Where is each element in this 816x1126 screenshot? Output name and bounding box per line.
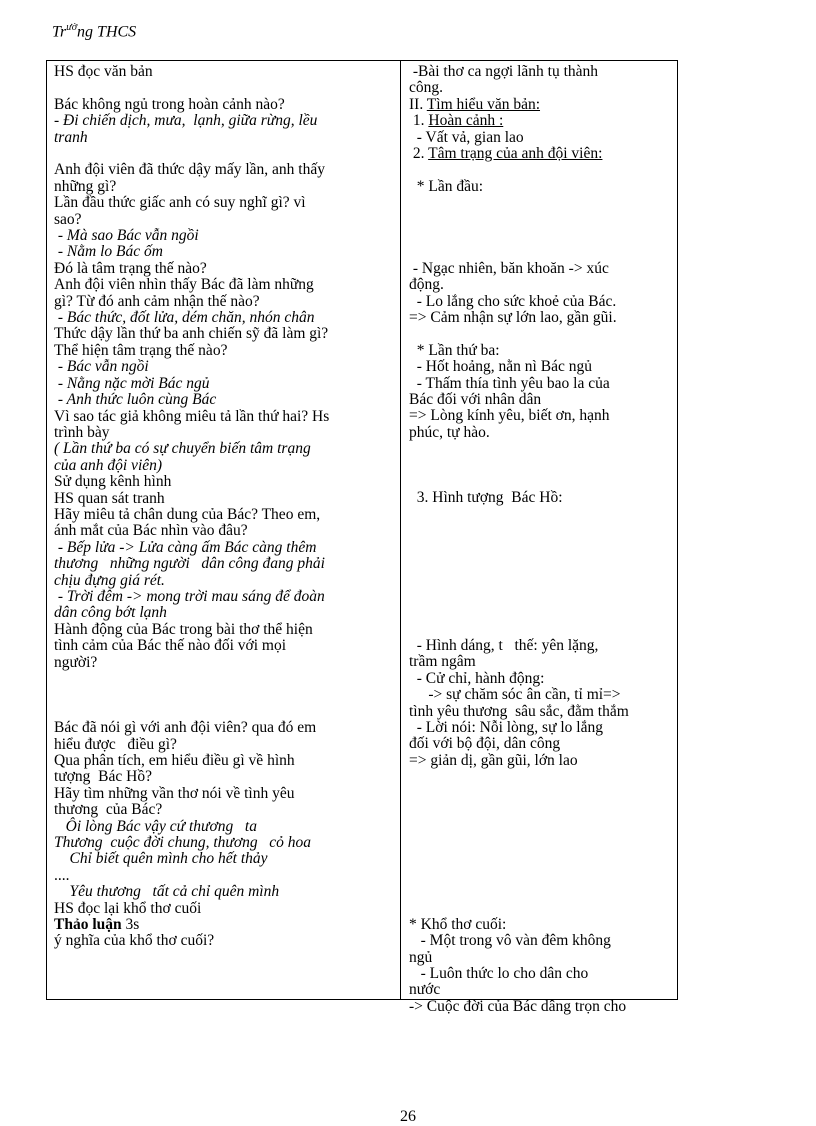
left-line: - Nằm lo Bác ốm — [54, 243, 163, 261]
left-line: Hành động của Bác trong bài thơ thể hiện — [54, 620, 313, 638]
right-line — [409, 589, 673, 605]
left-line: Thương cuộc đời chung, thương cỏ hoa — [54, 834, 311, 852]
right-line — [409, 786, 673, 802]
lesson-table — [46, 60, 678, 1015]
left-line: Lần đầu thức giấc anh có suy nghĩ gì? vì — [54, 194, 306, 212]
right-line — [409, 195, 673, 211]
left-line: thương của Bác? — [54, 801, 163, 819]
content-column — [401, 61, 677, 1015]
left-line: hiểu được điều gì? — [54, 735, 177, 753]
left-line — [54, 146, 394, 162]
left-line: Bác đã nói gì với anh đội viên? qua đó em — [54, 719, 317, 737]
right-line: - Thấm thía tình yêu bao la của — [409, 374, 610, 392]
left-line: trình bày — [54, 423, 110, 441]
right-line — [409, 458, 673, 474]
page-number: 26 — [400, 1108, 416, 1125]
left-line: Thức dậy lần thứ ba anh chiến sỹ đã làm gì? — [54, 325, 329, 343]
right-line: tình yêu thương sâu sắc, đằm thắm — [409, 702, 629, 720]
right-line: Bác đối với nhân dân — [409, 391, 542, 409]
right-line — [409, 605, 673, 621]
left-line: Anh đội viên đã thức dậy mấy lần, anh thấy — [54, 161, 325, 179]
right-line: - Một trong vô vàn đêm không — [409, 932, 611, 950]
right-line — [409, 868, 673, 884]
left-line: ý nghĩa của khổ thơ cuối? — [54, 932, 215, 950]
right-line: - Lời nói: Nỗi lòng, sự lo lắng — [409, 718, 603, 736]
left-line: Thể hiện tâm trạng thế nào? — [54, 341, 228, 359]
left-line: - Anh thức luôn cùng Bác — [54, 391, 217, 409]
heading-number: 1. — [409, 112, 429, 130]
left-line: - Bác thức, đốt lửa, dém chăn, nhón chân — [54, 309, 315, 327]
right-line: nước — [409, 981, 441, 999]
right-line — [409, 244, 673, 260]
page-header — [52, 22, 136, 41]
left-line: những gì? — [54, 177, 117, 195]
right-line — [409, 556, 673, 572]
right-line — [409, 212, 673, 228]
right-line — [409, 572, 673, 588]
activities-column — [47, 61, 401, 999]
left-line: Hãy miêu tả chân dung của Bác? Theo em, — [54, 505, 321, 523]
section-heading: Tìm hiểu văn bản: — [426, 95, 541, 113]
left-line — [54, 917, 394, 933]
left-line — [54, 687, 394, 703]
right-line: - Hình dáng, t thế: yên lặng, — [409, 636, 599, 654]
right-line — [409, 228, 673, 244]
left-line: - Mà sao Bác vẫn ngồi — [54, 227, 199, 245]
header-text-end: ng THCS — [77, 23, 137, 41]
left-line: dân công bớt lạnh — [54, 604, 167, 622]
left-line: - Trời đêm -> mong trời mau sáng để đoàn — [54, 587, 325, 605]
right-line — [409, 474, 673, 490]
left-line: Anh đội viên nhìn thấy Bác đã làm những — [54, 276, 314, 294]
right-line — [409, 523, 673, 539]
left-line: Vì sao tác giả không miêu tả lần thứ hai? Hs — [54, 407, 330, 425]
right-line — [409, 146, 673, 162]
header-text-start: Tr — [52, 23, 67, 41]
left-line: gì? Từ đó anh cảm nhận thế nào? — [54, 292, 260, 310]
left-line: Qua phân tích, em hiểu điều gì về hình — [54, 751, 295, 769]
left-line: Ôi lòng Bác vậy cứ thương ta — [54, 817, 257, 835]
right-line: - Lo lắng cho sức khoẻ của Bác. — [409, 292, 617, 310]
right-line — [409, 622, 673, 638]
right-line — [409, 769, 673, 785]
left-line: - Đi chiến dịch, mưa, lạnh, giữa rừng, lều — [54, 112, 318, 130]
left-line: tình cảm của Bác thế nào đối với mọi — [54, 637, 287, 655]
right-line — [409, 835, 673, 851]
left-line: - Bác vẫn ngồi — [54, 358, 149, 376]
right-line — [409, 113, 673, 129]
left-line: - Nằng nặc mời Bác ngủ — [54, 374, 210, 392]
left-line: ( Lần thứ ba có sự chuyển biến tâm trạng — [54, 440, 311, 458]
left-line: Sử dụng kênh hình — [54, 473, 172, 491]
right-line — [409, 900, 673, 916]
right-line: - Cử chỉ, hành động: — [409, 669, 545, 687]
right-line: -Bài thơ ca ngợi lãnh tụ thành — [409, 63, 599, 80]
right-line: - Luôn thức lo cho dân cho — [409, 964, 589, 982]
right-line: trầm ngâm — [409, 653, 476, 671]
left-line: tượng Bác Hồ? — [54, 768, 152, 786]
right-line: - Ngạc nhiên, băn khoăn -> xúc — [409, 259, 609, 277]
right-line — [409, 884, 673, 900]
right-line: -> sự chăm sóc ân cần, tỉ mỉ=> — [409, 686, 621, 704]
left-line: người? — [54, 653, 98, 671]
right-line — [409, 818, 673, 834]
left-line: Bác không ngủ trong hoàn cảnh nào? — [54, 95, 285, 113]
left-line — [54, 80, 394, 96]
right-line: 3. Hình tượng Bác Hồ: — [409, 489, 563, 507]
right-line: công. — [409, 79, 444, 97]
left-line: tranh — [54, 128, 88, 146]
left-line: Yêu thương tất cả chỉ quên mình — [54, 883, 280, 901]
right-line: - Hốt hoảng, nằn nì Bác ngủ — [409, 358, 592, 376]
left-line — [54, 704, 394, 720]
right-line: => giản dị, gần gũi, lớn lao — [409, 751, 578, 769]
right-line: ngủ — [409, 948, 433, 966]
label-rest: 3s — [121, 916, 140, 934]
right-line — [409, 540, 673, 556]
right-line: phúc, tự hào. — [409, 423, 490, 441]
right-line: * Lần thứ ba: — [409, 341, 500, 359]
left-line: thương những người dân công đang phải — [54, 555, 325, 573]
right-line — [409, 326, 673, 342]
left-line: chịu đựng giá rét. — [54, 571, 165, 589]
right-line — [409, 441, 673, 457]
right-line: * Lần đầu: — [409, 177, 484, 195]
right-line — [409, 162, 673, 178]
left-line: HS quan sát tranh — [54, 489, 165, 507]
right-line — [409, 507, 673, 523]
right-line — [409, 97, 673, 113]
right-line: -> Cuộc đời của Bác dâng trọn cho — [409, 997, 627, 1015]
left-line — [54, 671, 394, 687]
right-line — [409, 802, 673, 818]
left-line: ánh mắt của Bác nhìn vào đâu? — [54, 522, 248, 540]
heading-number: II. — [409, 95, 427, 113]
right-line: => Lòng kính yêu, biết ơn, hạnh — [409, 407, 610, 425]
right-line — [409, 851, 673, 867]
left-line: của anh đội viên) — [54, 456, 163, 474]
right-line: - Vất vả, gian lao — [409, 128, 524, 146]
heading-number: 2. — [409, 145, 429, 163]
right-line: * Khổ thơ cuối: — [409, 915, 507, 933]
section-heading: Tâm trạng của anh đội viên: — [428, 145, 603, 163]
left-line: Đó là tâm trạng thế nào? — [54, 259, 207, 277]
right-line: đối với bộ đội, dân công — [409, 735, 561, 753]
left-line: Chỉ biết quên mình cho hết thảy — [54, 850, 268, 868]
bold-label: Thảo luận — [54, 916, 122, 934]
header-text-superscript: ườ — [66, 22, 78, 33]
left-line: Hãy tìm những vần thơ nói về tình yêu — [54, 784, 295, 802]
left-line: sao? — [54, 210, 82, 228]
left-line: HS đọc văn bản — [54, 63, 153, 80]
left-line: HS đọc lại khổ thơ cuối — [54, 899, 202, 917]
left-line: - Bếp lửa -> Lửa càng ấm Bác càng thêm — [54, 538, 317, 556]
right-line: => Cảm nhận sự lớn lao, gần gũi. — [409, 309, 617, 327]
left-line: .... — [54, 866, 70, 884]
section-heading: Hoàn cảnh : — [428, 112, 504, 130]
right-line: động. — [409, 276, 444, 294]
